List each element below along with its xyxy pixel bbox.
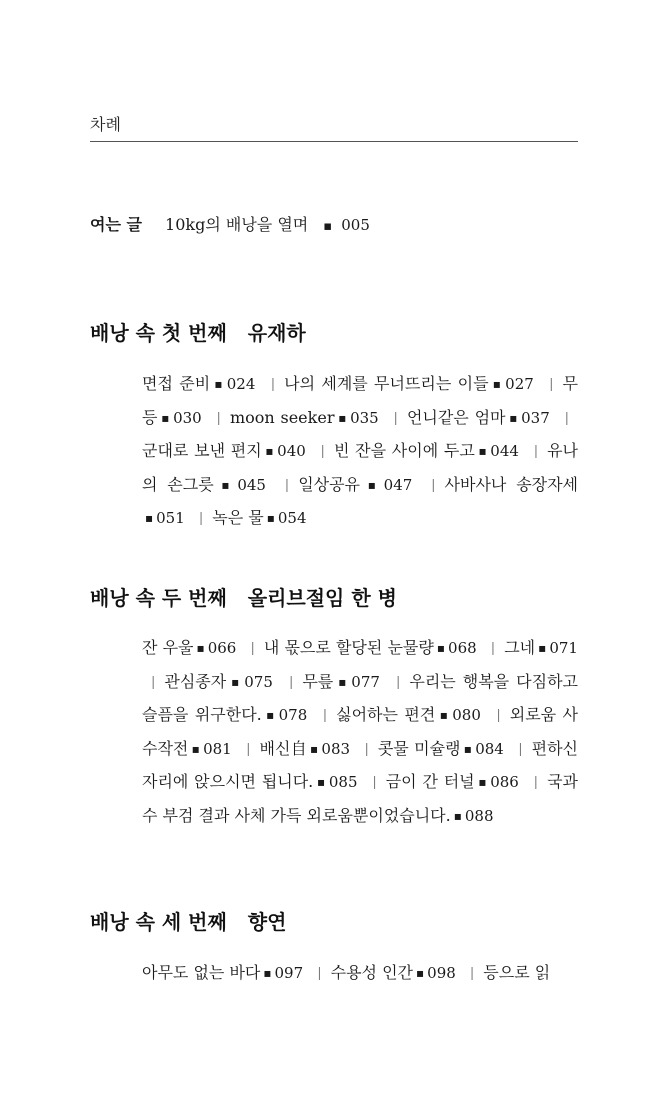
toc-entry: [142, 441, 306, 460]
toc-entry: [142, 638, 236, 657]
entry-page-number: 030: [173, 408, 202, 427]
entry-separator: |: [317, 966, 322, 981]
entry-separator: |: [496, 708, 501, 723]
section-title: 올리브절임 한 병: [247, 586, 397, 610]
entry-separator: |: [431, 477, 436, 493]
entry-page-number: 078: [278, 706, 308, 724]
entry-dot: ▪: [363, 477, 381, 492]
entry-page-number: 054: [277, 509, 307, 527]
entry-title: 유나의 손그릇: [142, 441, 578, 494]
entry-dot: ▪: [508, 410, 519, 425]
section-label: 배낭 속 두 번째: [90, 586, 227, 610]
entry-page-number: 081: [203, 739, 232, 758]
intro-title: 10kg의 배낭을 열며: [165, 215, 309, 234]
entry-dot: ▪: [316, 775, 326, 789]
toc-title: 차례: [90, 115, 121, 134]
entry-dot: ▪: [145, 511, 154, 525]
section-entries-1: [142, 368, 578, 536]
entry-title: 언니같은 엄마: [406, 407, 506, 427]
entry-title: 사바사나 송장자세: [444, 474, 579, 494]
entry-dot: ▪: [266, 511, 275, 525]
entry-dot: ▪: [213, 377, 224, 391]
entry-separator: |: [364, 741, 369, 757]
entry-title: 등으로 읽: [483, 963, 551, 982]
entry-separator: |: [270, 377, 276, 392]
intro-entry: [90, 213, 578, 239]
entry-title: 녹은 물: [212, 508, 264, 527]
entry-separator: |: [198, 511, 204, 526]
entry-separator: |: [549, 377, 554, 392]
entry-page-number: 086: [490, 773, 519, 791]
entry-page-number: 084: [475, 739, 504, 758]
entry-dot: ▪: [264, 708, 276, 722]
entry-title: 그네: [504, 638, 536, 657]
entry-page-number: 040: [277, 442, 306, 460]
toc-entry: [378, 739, 504, 758]
entry-dot: ▪: [264, 444, 275, 458]
entry-separator: |: [216, 410, 221, 426]
entry-dot: ▪: [453, 808, 462, 823]
entry-separator: |: [533, 775, 539, 790]
toc-entry: [336, 705, 481, 724]
entry-title: 내 몫으로 할당된 눈물량: [263, 638, 434, 657]
entry-dot: ▪: [416, 966, 425, 980]
entry-title: 군대로 보낸 편지: [142, 441, 262, 460]
section-heading-1: [90, 319, 590, 347]
entry-separator: |: [288, 674, 294, 690]
entry-page-number: 045: [237, 475, 266, 494]
entry-title: 우리는 행복을 다짐하고 슬픔을 위구한다.: [142, 671, 578, 724]
entry-page-number: 071: [549, 639, 578, 657]
entry-title: 관심종자: [164, 671, 227, 691]
intro-page-number: 005: [341, 216, 370, 234]
entry-page-number: 024: [226, 375, 256, 393]
entry-title: 아무도 없는 바다: [142, 963, 261, 982]
toc-entry: [504, 638, 578, 657]
entry-separator: |: [372, 775, 377, 790]
entry-separator: |: [284, 477, 290, 493]
entry-separator: |: [320, 444, 325, 459]
entry-dot: ▪: [310, 741, 319, 756]
toc-entry: [302, 672, 380, 691]
entry-separator: |: [518, 741, 523, 757]
entry-dot: ▪: [436, 641, 446, 655]
toc-entry: [298, 475, 412, 494]
entry-title: 금이 간 터널: [385, 772, 475, 791]
toc-entry: [260, 739, 351, 758]
entry-dot: ▪: [263, 966, 272, 980]
toc-entry: [264, 638, 477, 657]
entry-title: 수용성 인간: [330, 963, 414, 982]
section-title: 유재하: [247, 321, 306, 345]
entry-page-number: 068: [448, 639, 477, 657]
entry-page-number: 037: [521, 408, 550, 427]
toc-entry: [284, 374, 534, 393]
toc-entry: [212, 508, 306, 527]
section-heading-3: [90, 908, 590, 936]
entry-title: moon seeker: [229, 407, 335, 427]
entry-dot: ▪: [191, 741, 201, 756]
toc-entry: [407, 408, 550, 427]
entry-title: 면접 준비: [142, 374, 211, 393]
entry-separator: |: [533, 444, 539, 459]
entry-title: 편하신 자리에 앉으시면 됩니다.: [142, 738, 578, 791]
entry-separator: |: [469, 966, 475, 981]
section-label: 배낭 속 세 번째: [90, 910, 227, 934]
entry-page-number: 027: [505, 375, 534, 393]
entry-separator: |: [490, 641, 496, 656]
entry-dot: ▪: [477, 444, 488, 458]
section-entries-3: [142, 957, 578, 991]
entry-page-number: 085: [328, 773, 358, 791]
entry-page-number: 083: [321, 739, 351, 758]
entry-dot: ▪: [196, 641, 205, 655]
entry-dot: ▪: [491, 377, 503, 391]
entry-page-number: 066: [207, 639, 237, 657]
intro-label: 여는 글: [90, 215, 142, 234]
entry-dot: ▪: [229, 674, 242, 689]
entry-title: 빈 잔을 사이에 두고: [333, 441, 475, 460]
entry-page-number: 080: [452, 706, 481, 724]
entry-dot: ▪: [336, 674, 349, 689]
entry-dot: ▪: [216, 477, 235, 492]
entry-title: 잔 우울: [142, 638, 194, 657]
entry-separator: |: [395, 674, 401, 690]
entry-title: 무릎: [302, 671, 334, 691]
toc-header: [90, 114, 578, 142]
entry-separator: |: [151, 674, 156, 690]
entry-page-number: 097: [274, 964, 304, 982]
entry-page-number: 051: [156, 509, 185, 527]
section-label: 배낭 속 첫 번째: [90, 321, 227, 345]
entry-dot: ▪: [538, 641, 547, 655]
toc-entry: [230, 408, 379, 427]
toc-entry: [142, 963, 303, 982]
entry-separator: |: [322, 708, 328, 723]
entry-title: 일상공유: [298, 474, 361, 494]
entry-separator: |: [564, 410, 569, 426]
entry-dot: ▪: [337, 410, 348, 425]
entry-title: 나의 세계를 무너뜨리는 이들: [284, 374, 489, 393]
section-heading-2: [90, 584, 590, 612]
toc-entry: [386, 772, 519, 791]
toc-entry: [164, 672, 273, 691]
entry-title: 무등: [142, 374, 578, 427]
entry-title: 국과수 부검 결과 사체 가득 외로움뿐이었습니다.: [142, 772, 578, 825]
entry-page-number: 077: [351, 672, 380, 691]
entry-page-number: 088: [464, 806, 494, 825]
entry-dot: ▪: [160, 410, 171, 425]
entry-page-number: 075: [244, 672, 273, 691]
entry-separator: |: [393, 410, 398, 426]
entry-dot: ▪: [438, 708, 450, 722]
entry-title: 배신自: [259, 738, 307, 758]
toc-entry: [142, 374, 255, 393]
toc-entry: [483, 963, 550, 982]
entry-dot: ▪: [463, 741, 473, 756]
entry-title: 외로움 사수작전: [142, 705, 579, 758]
entry-page-number: 035: [350, 408, 379, 427]
intro-dot: ▪: [323, 219, 333, 234]
entry-separator: |: [246, 741, 251, 757]
section-entries-2: [142, 632, 578, 833]
entry-title: 싫어하는 편견: [336, 705, 436, 724]
entry-page-number: 047: [383, 475, 413, 494]
entry-page-number: 044: [490, 442, 519, 460]
section-title: 향연: [247, 910, 287, 934]
entry-separator: |: [250, 641, 255, 656]
entry-dot: ▪: [477, 775, 488, 789]
entry-title: 콧물 미슐랭: [377, 738, 461, 758]
toc-entry: [331, 963, 456, 982]
entry-page-number: 098: [427, 964, 456, 982]
toc-entry: [334, 441, 519, 460]
